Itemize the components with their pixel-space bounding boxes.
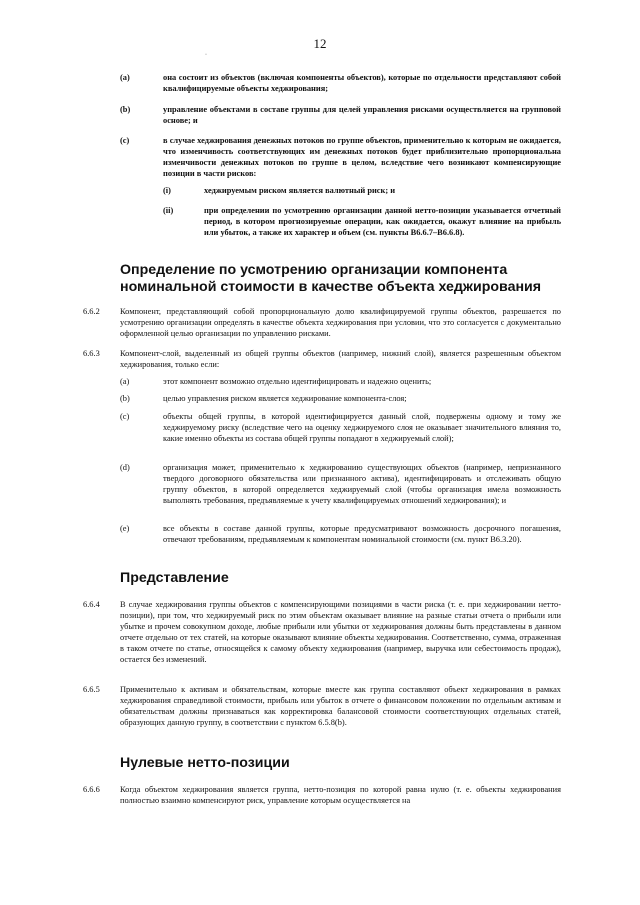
section-heading: Определение по усмотрению организации компонента номинальной стоимости в качестве объекта хеджирования <box>120 262 542 295</box>
scan-dot: · <box>205 52 207 58</box>
paragraph: Когда объектом хеджирования является группа, нетто-позиция по которой равна нулю (т. е. объекты хеджирования полностью взаимно компенсируют риск, управление которым осуществляется на <box>120 785 561 806</box>
list-item: в случае хеджирования денежных потоков по группе объектов, применительно к которым не ожидается, что изменчивость соответствующих им денежных потоков будет приблизительно пропорциональна изменчивости денежных потоков по группе в целом, вследствие чего возникают компенсирующие позиции в части рисков: <box>163 136 561 179</box>
list-item: организация может, применительно к хеджированию существующих объектов (например, непризнанного твердого договорного обязательства или признанного актива), идентифицировать и отслеживать общую группу объектов, в которой определяется хеджируемый слой (чтобы организация имела возможность выполнять требования, предъявляемые к учету квалифицируемых отношений хеджирования); и <box>163 463 561 506</box>
list-label: (b) <box>120 394 130 403</box>
sublist-item: хеджируемым риском является валютный риск; и <box>204 186 396 195</box>
list-label: (a) <box>120 73 130 82</box>
sublist-label: (i) <box>163 186 171 195</box>
section-heading: Нулевые нетто-позиции <box>120 755 290 771</box>
list-label: (c) <box>120 136 130 145</box>
section-heading: Представление <box>120 570 229 586</box>
paragraph: Применительно к активам и обязательствам, которые вместе как группа составляют объект хеджирования в рамках хеджирования справедливой стоимости, прибыль или убыток в отчете о финансовом положении по отдельным активам и обязательствам должны признаваться как корректировка балансовой стоимости соответствующих отдельных статей, образующих данную группу, в соответствии с пунктом 6.5.8(b). <box>120 685 561 728</box>
list-label: (b) <box>120 105 131 114</box>
list-item: объекты общей группы, в которой идентифицируется данный слой, подвержены одному и тому же хеджируемому риску (вследствие чего на оценку хеджируемого слоя не оказывает значительного влияния то, какие именно объекты из состава общей группы попадают в хеджируемый слой); <box>163 412 561 444</box>
list-item: она состоит из объектов (включая компоненты объектов), которые по отдельности представляют собой квалифицируемые объекты хеджирования; <box>163 73 561 94</box>
list-label: (a) <box>120 377 130 386</box>
list-label: (e) <box>120 524 130 533</box>
paragraph: Компонент-слой, выделенный из общей группы объектов (например, нижний слой), является разрешенным объектом хеджирования, только если: <box>120 349 561 370</box>
list-label: (d) <box>120 463 130 472</box>
paragraph-number: 6.6.3 <box>83 349 100 358</box>
list-item: целью управления риском является хеджирование компонента-слоя; <box>163 394 407 403</box>
page-number: 12 <box>313 36 327 51</box>
list-item: этот компонент возможно отдельно идентифицировать и надежно оценить; <box>163 377 432 386</box>
paragraph-number: 6.6.6 <box>83 785 100 794</box>
list-item: управление объектами в составе группы для целей управления рисками осуществляется на групповой основе; и <box>163 105 561 126</box>
sublist-item: при определении по усмотрению организации данной нетто-позиции указывается отчетный период, в котором прогнозируемые операции, как ожидается, окажут влияние на прибыль или убыток, а также их характер и объем (см. пункты В6.6.7–В6.6.8). <box>204 206 561 238</box>
paragraph-number: 6.6.2 <box>83 307 100 316</box>
paragraph: Компонент, представляющий собой пропорциональную долю квалифицируемой группы объектов, разрешается по усмотрению организации определять в качестве объекта хеджирования при условии, что это согласуется с документально оформленной целью организации по управлению рисками. <box>120 307 561 339</box>
sublist-label: (ii) <box>163 206 174 215</box>
list-item: все объекты в составе данной группы, которые предусматривают возможность досрочного погашения, отвечают требованиям, предъявляемым к компонентам номинальной стоимости (см. пункт В6.3.20). <box>163 524 561 545</box>
list-label: (c) <box>120 412 130 421</box>
paragraph-number: 6.6.4 <box>83 600 100 609</box>
paragraph: В случае хеджирования группы объектов с компенсирующими позициями в части риска (т. е. при хеджировании нетто-позиции), при том, что хеджируемый риск по этим объектам оказывает влияние на разные статьи отчета о прибыли или убытке и прочем совокупном доходе, любые прибыли или убытки от хеджирования должны быть представлены в данном отчете отдельно от тех статей, на которые оказывают влияние объекты хеджирования. Соответственно, сумма, отраженная в таком отчете по статье, относящейся к самому объекту хеджирования (например, выручка или себестоимость продаж), остается без изменений. <box>120 600 561 665</box>
paragraph-number: 6.6.5 <box>83 685 100 694</box>
